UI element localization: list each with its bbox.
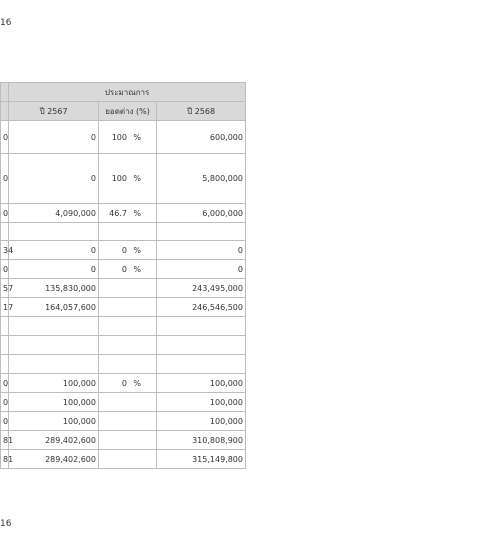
pct-sign: %	[133, 378, 141, 388]
pct-sign: %	[133, 174, 141, 183]
cell-year-2568	[157, 355, 246, 374]
cell-year-2568: 310,808,900	[157, 431, 246, 450]
cell-year-2567	[9, 317, 99, 336]
cell-year-2568: 246,546,500	[157, 298, 246, 317]
cell-diff-pct	[98, 412, 156, 431]
header-left-cell	[1, 102, 9, 121]
table-row	[1, 121, 246, 154]
cell-left-partial: 81	[1, 431, 9, 450]
cell-diff-pct	[98, 374, 156, 393]
cell-diff-pct	[98, 450, 156, 469]
cell-diff-pct	[98, 336, 156, 355]
cell-year-2568: 100,000	[157, 412, 246, 431]
column-header-2568: ปี 2568	[157, 102, 246, 121]
pct-value: 0	[121, 245, 127, 255]
page-number-bottom: 16	[0, 519, 12, 529]
cell-year-2567: 100,000	[9, 393, 99, 412]
cell-year-2567: 164,057,600	[9, 298, 99, 317]
cell-left-partial	[1, 317, 9, 336]
cell-left-partial: 0	[1, 412, 9, 431]
table-row	[1, 241, 246, 260]
table-row	[1, 204, 246, 223]
table-row	[1, 412, 246, 431]
cell-year-2568: 0	[157, 241, 246, 260]
table-row	[1, 355, 246, 374]
pct-sign: %	[133, 264, 141, 274]
cell-left-partial: 0	[1, 374, 9, 393]
cell-year-2568: 5,800,000	[157, 154, 246, 204]
cell-year-2567: 4,090,000	[9, 204, 99, 223]
pct-value: 100	[111, 174, 127, 183]
cell-diff-pct	[98, 121, 156, 154]
cell-year-2568: 243,495,000	[157, 279, 246, 298]
cell-diff-pct	[98, 260, 156, 279]
table-row	[1, 374, 246, 393]
table-row	[1, 298, 246, 317]
table-row	[1, 154, 246, 204]
cell-year-2568: 6,000,000	[157, 204, 246, 223]
pct-value: 46.7	[109, 208, 127, 218]
group-header-estimate: ประมาณการ	[9, 83, 246, 102]
cell-left-partial: 0	[1, 154, 9, 204]
cell-left-partial: 0	[1, 204, 9, 223]
cell-left-partial: 0	[1, 393, 9, 412]
cell-year-2567	[9, 355, 99, 374]
table-column-header-row	[1, 102, 246, 121]
page-number-top: 16	[0, 18, 12, 28]
cell-year-2567: 100,000	[9, 374, 99, 393]
pct-sign: %	[133, 132, 141, 142]
cell-diff-pct	[98, 279, 156, 298]
table-row	[1, 450, 246, 469]
cell-left-partial: 81	[1, 450, 9, 469]
table-group-header-row	[1, 83, 246, 102]
cell-year-2567: 135,830,000	[9, 279, 99, 298]
table-row	[1, 223, 246, 241]
cell-year-2567: 100,000	[9, 412, 99, 431]
table-row	[1, 317, 246, 336]
cell-diff-pct	[98, 317, 156, 336]
cell-left-partial: 34	[1, 241, 9, 260]
cell-left-partial: 57	[1, 279, 9, 298]
column-header-2567: ปี 2567	[9, 102, 99, 121]
cell-left-partial	[1, 223, 9, 241]
pct-value: 0	[121, 378, 127, 388]
cell-diff-pct	[98, 355, 156, 374]
cell-left-partial: 17	[1, 298, 9, 317]
cell-year-2567: 0	[9, 121, 99, 154]
cell-year-2568: 0	[157, 260, 246, 279]
table-row	[1, 393, 246, 412]
cell-diff-pct	[98, 393, 156, 412]
cell-year-2568: 100,000	[157, 393, 246, 412]
cell-year-2567: 0	[9, 260, 99, 279]
cell-diff-pct	[98, 431, 156, 450]
cell-year-2568: 315,149,800	[157, 450, 246, 469]
pct-value: 100	[111, 132, 127, 142]
pct-sign: %	[133, 245, 141, 255]
table-row	[1, 431, 246, 450]
cell-diff-pct	[98, 154, 156, 204]
table-row	[1, 279, 246, 298]
pct-value: 0	[121, 264, 127, 274]
cell-diff-pct	[98, 241, 156, 260]
cell-year-2568	[157, 317, 246, 336]
cell-year-2568: 600,000	[157, 121, 246, 154]
pct-sign: %	[133, 208, 141, 218]
cell-left-partial	[1, 355, 9, 374]
cell-year-2567	[9, 223, 99, 241]
cell-year-2567	[9, 336, 99, 355]
cell-year-2567: 289,402,600	[9, 450, 99, 469]
cell-diff-pct	[98, 298, 156, 317]
header-left-cell	[1, 83, 9, 102]
cell-left-partial: 0	[1, 121, 9, 154]
cell-year-2567: 0	[9, 154, 99, 204]
cell-left-partial	[1, 336, 9, 355]
cell-diff-pct	[98, 223, 156, 241]
cell-year-2567: 289,402,600	[9, 431, 99, 450]
budget-table	[0, 82, 246, 469]
column-header-diff-pct: ยอดต่าง (%)	[98, 102, 156, 121]
table-row	[1, 336, 246, 355]
cell-year-2568	[157, 336, 246, 355]
cell-year-2567: 0	[9, 241, 99, 260]
cell-year-2568: 100,000	[157, 374, 246, 393]
cell-year-2568	[157, 223, 246, 241]
cell-diff-pct	[98, 204, 156, 223]
cell-left-partial: 0	[1, 260, 9, 279]
table-row	[1, 260, 246, 279]
